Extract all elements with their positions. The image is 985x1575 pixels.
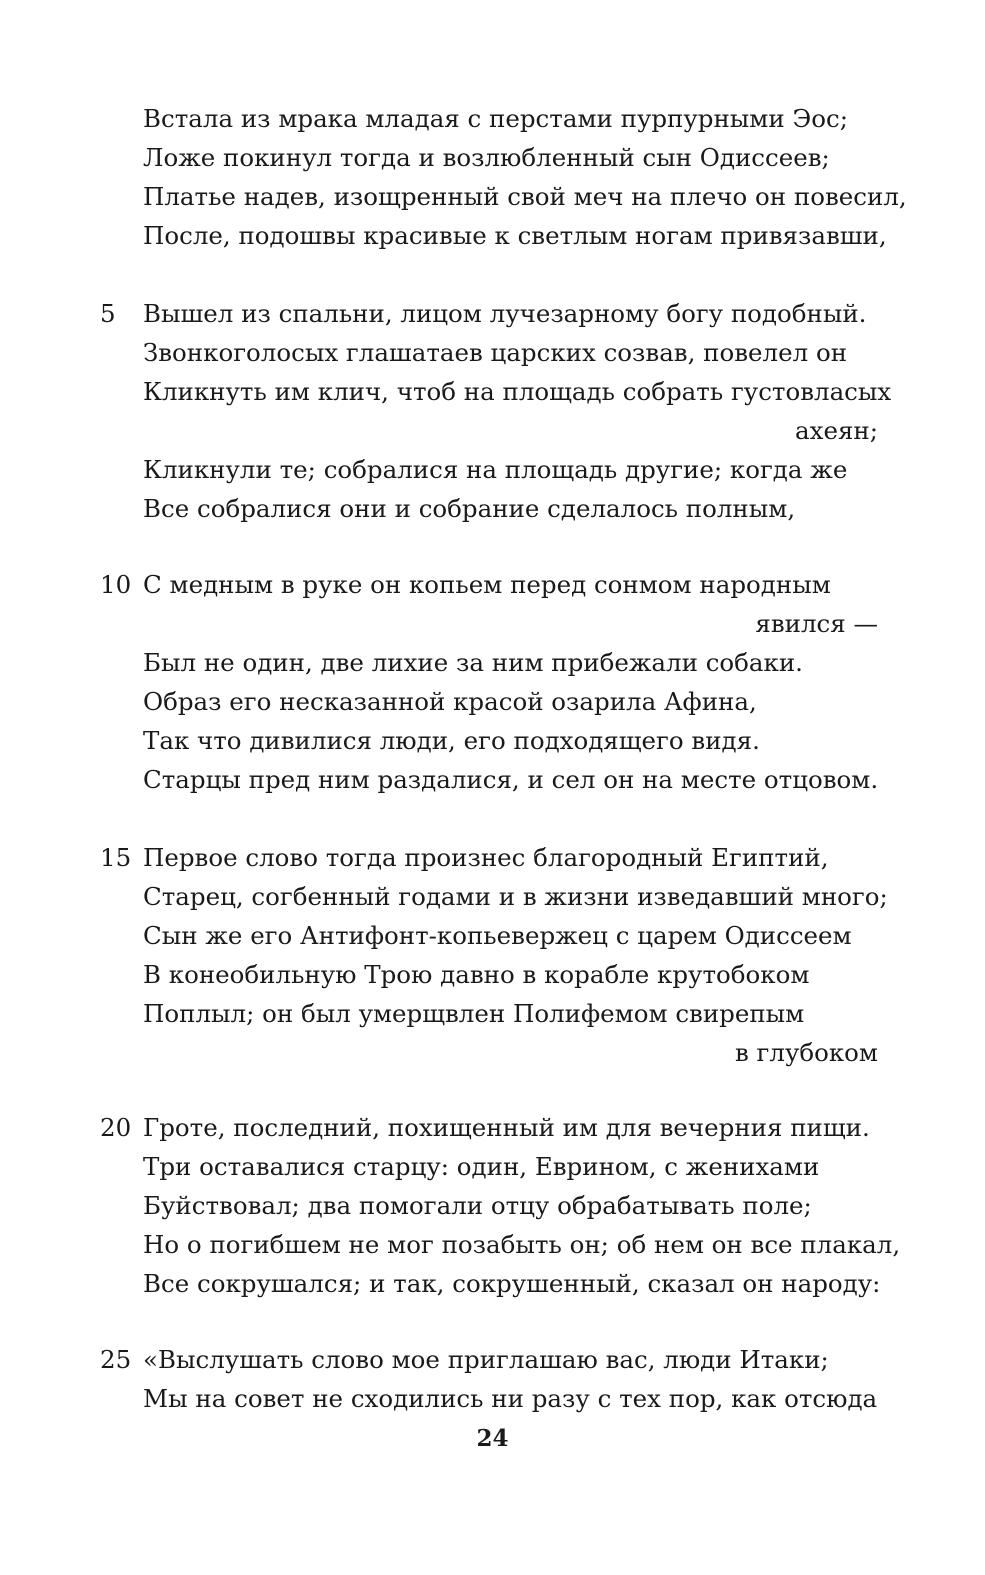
verse-line xyxy=(0,1264,985,1303)
verse-text: Старцы пред ним раздалися, и сел он на месте отцовом. xyxy=(143,765,879,794)
verse-text: Образ его несказанной красой озарила Афина, xyxy=(143,687,757,716)
verse-text: Буйствовал; два помогали отцу обрабатывать поле; xyxy=(143,1191,812,1220)
verse-line xyxy=(0,138,985,177)
verse-line xyxy=(0,994,985,1033)
verse-line xyxy=(0,721,985,760)
line-number: 5 xyxy=(100,299,116,328)
verse-line xyxy=(0,1186,985,1225)
verse-line xyxy=(0,955,985,994)
verse-line xyxy=(0,916,985,955)
verse-text: Три оставалися старцу: один, Еврином, с женихами xyxy=(143,1152,820,1181)
verse-line xyxy=(0,838,985,877)
verse-line xyxy=(0,372,985,411)
verse-text: «Выслушать слово мое приглашаю вас, люди Итаки; xyxy=(143,1345,829,1374)
verse-line xyxy=(0,1147,985,1186)
verse-text: Все сокрушался; и так, сокрушенный, сказал он народу: xyxy=(143,1269,881,1298)
verse-text: Все собралися они и собрание сделалось полным, xyxy=(143,494,796,523)
verse-line xyxy=(0,333,985,372)
verse-line xyxy=(0,565,985,604)
verse-line xyxy=(0,1225,985,1264)
stanza-6 xyxy=(0,1340,985,1418)
verse-text: Первое слово тогда произнес благородный Египтий, xyxy=(143,843,829,872)
verse-line xyxy=(0,177,985,216)
verse-text: в глубоком xyxy=(734,1038,878,1067)
verse-line xyxy=(0,1379,985,1418)
verse-line xyxy=(0,1108,985,1147)
verse-text: Поплыл; он был умерщвлен Полифемом свирепым xyxy=(143,999,805,1028)
verse-line xyxy=(0,489,985,528)
verse-line-continuation xyxy=(0,1033,985,1072)
verse-text: В конеобильную Трою давно в корабле крутобоком xyxy=(143,960,810,989)
verse-text: Вышел из спальни, лицом лучезарному богу подобный. xyxy=(143,299,867,328)
verse-text: Платье надев, изощренный свой меч на плечо он повесил, xyxy=(143,182,907,211)
verse-line xyxy=(0,216,985,255)
verse-text: Гроте, последний, похищенный им для вечерния пищи. xyxy=(143,1113,870,1142)
verse-text: Звонкоголосых глашатаев царских созвав, повелел он xyxy=(143,338,848,367)
line-number: 10 xyxy=(100,570,132,599)
verse-line xyxy=(0,643,985,682)
verse-text: Но о погибшем не мог позабыть он; об нем он все плакал, xyxy=(143,1230,901,1259)
verse-line-continuation xyxy=(0,604,985,643)
verse-text: С медным в руке он копьем перед сонмом народным xyxy=(143,570,831,599)
verse-line xyxy=(0,760,985,799)
stanza-4 xyxy=(0,838,985,1072)
verse-text: Мы на совет не сходились ни разу с тех пор, как отсюда xyxy=(143,1384,878,1413)
verse-line xyxy=(0,682,985,721)
verse-text: Сын же его Антифонт-копьевержец с царем Одиссеем xyxy=(143,921,852,950)
verse-text: Ложе покинул тогда и возлюбленный сын Одиссеев; xyxy=(143,143,830,172)
verse-text: Был не один, две лихие за ним прибежали собаки. xyxy=(143,648,803,677)
verse-text: Кликнули те; собралися на площадь другие; когда же xyxy=(143,455,848,484)
verse-line-continuation xyxy=(0,411,985,450)
line-number: 15 xyxy=(100,843,132,872)
verse-line xyxy=(0,450,985,489)
verse-line xyxy=(0,294,985,333)
line-number: 20 xyxy=(100,1113,132,1142)
line-number: 25 xyxy=(100,1345,132,1374)
stanza-5 xyxy=(0,1108,985,1303)
stanza-3 xyxy=(0,565,985,799)
verse-text: Так что дивилися люди, его подходящего видя. xyxy=(143,726,760,755)
stanza-2 xyxy=(0,294,985,528)
verse-line xyxy=(0,877,985,916)
verse-text: ахеян; xyxy=(795,416,878,445)
page-number: 24 xyxy=(476,1425,509,1452)
verse-text: Кликнуть им клич, чтоб на площадь собрать густовласых xyxy=(143,377,892,406)
verse-text: После, подошвы красивые к светлым ногам привязавши, xyxy=(143,221,887,250)
verse-text: Встала из мрака младая с перстами пурпурными Эос; xyxy=(143,104,848,133)
verse-text: Старец, согбенный годами и в жизни изведавший много; xyxy=(143,882,888,911)
verse-line xyxy=(0,1340,985,1379)
verse-text: явился — xyxy=(755,609,878,638)
verse-line xyxy=(0,99,985,138)
stanza-1 xyxy=(0,99,985,255)
